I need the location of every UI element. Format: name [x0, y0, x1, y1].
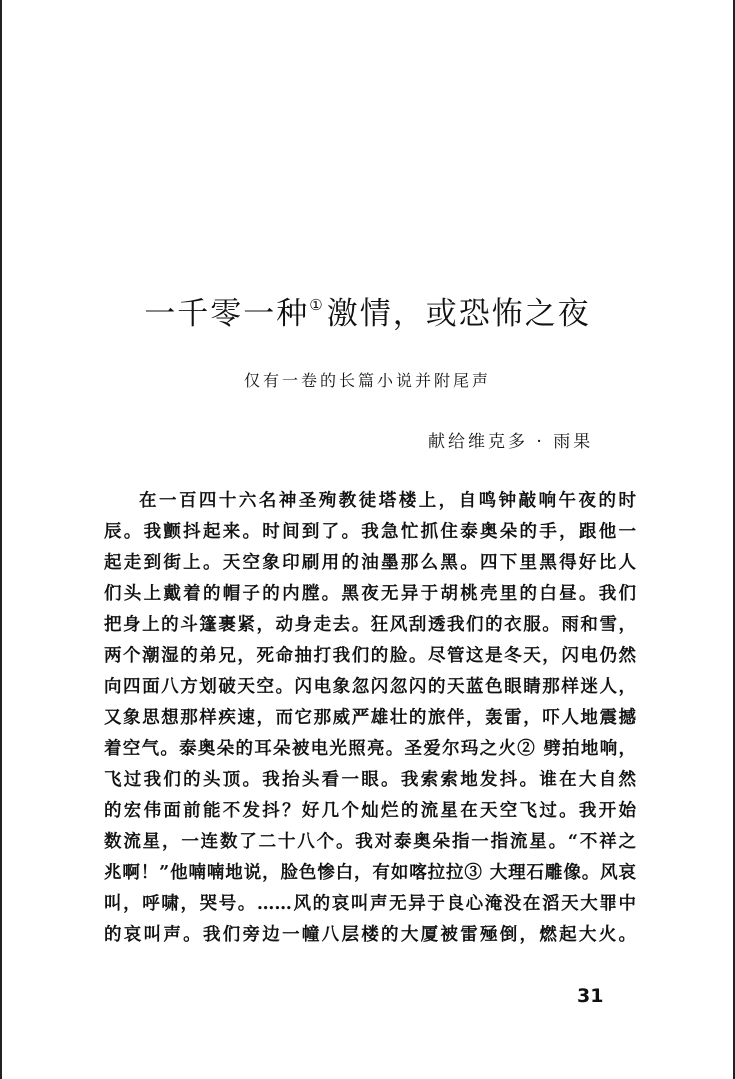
- page-number: 31: [577, 985, 604, 1007]
- text-line: 辰。我颤抖起来。时间到了。我急忙抓住泰奥朵的手，跟他一: [104, 522, 636, 542]
- text-line: 飞过我们的头顶。我抬头看一眼。我索索地发抖。谁在大自然: [104, 770, 636, 790]
- text-line: 数流星，一连数了二十八个。我对泰奥朵指一指流星。“不祥之: [104, 832, 636, 852]
- chapter-subtitle: 仅有一卷的长篇小说并附尾声: [243, 371, 491, 390]
- text-line: 起走到街上。天空象印刷用的油墨那么黑。四下里黑得好比人: [104, 553, 636, 573]
- text-line: 把身上的斗篷裹紧，动身走去。狂风刮透我们的衣服。雨和雪，: [104, 615, 636, 635]
- text-line: 叫，呼啸，哭号。……风的哀叫声无异于良心淹没在滔天大罪中: [104, 894, 636, 914]
- text-line: 着空气。泰奥朵的耳朵被电光照亮。圣爱尔玛之火② 劈拍地响，: [104, 739, 636, 759]
- text-line: 向四面八方划破天空。闪电象忽闪忽闪的天蓝色眼睛那样迷人，: [104, 677, 636, 697]
- chapter-title: [0, 288, 735, 333]
- dedication: 献给维克多 · 雨果: [428, 432, 594, 452]
- footnote-marker: ①: [309, 296, 325, 314]
- chapter-title-rest: 激情，或恐怖之夜: [326, 296, 591, 332]
- text-line: 们头上戴着的帽子的内膛。黑夜无异于胡桃壳里的白昼。我们: [104, 584, 636, 604]
- text-line: 又象思想那样疾速，而它那威严雄壮的旅伴，轰雷，吓人地震撼: [104, 708, 636, 728]
- body-paragraph: [104, 486, 636, 951]
- text-line: 的哀叫声。我们旁边一幢八层楼的大厦被雷殛倒，燃起大火。: [104, 925, 636, 945]
- text-line: 在一百四十六名神圣殉教徒塔楼上，自鸣钟敲响午夜的时: [139, 491, 636, 511]
- text-line: 两个潮湿的弟兄，死命抽打我们的脸。尽管这是冬天，闪电仍然: [104, 646, 636, 666]
- text-line: 兆啊！”他喃喃地说，脸色惨白，有如喀拉拉③ 大理石雕像。风哀: [104, 863, 636, 883]
- chapter-title-main: 一千零一种: [144, 296, 310, 332]
- text-line: 的宏伟面前能不发抖？好几个灿烂的流星在天空飞过。我开始: [104, 801, 636, 821]
